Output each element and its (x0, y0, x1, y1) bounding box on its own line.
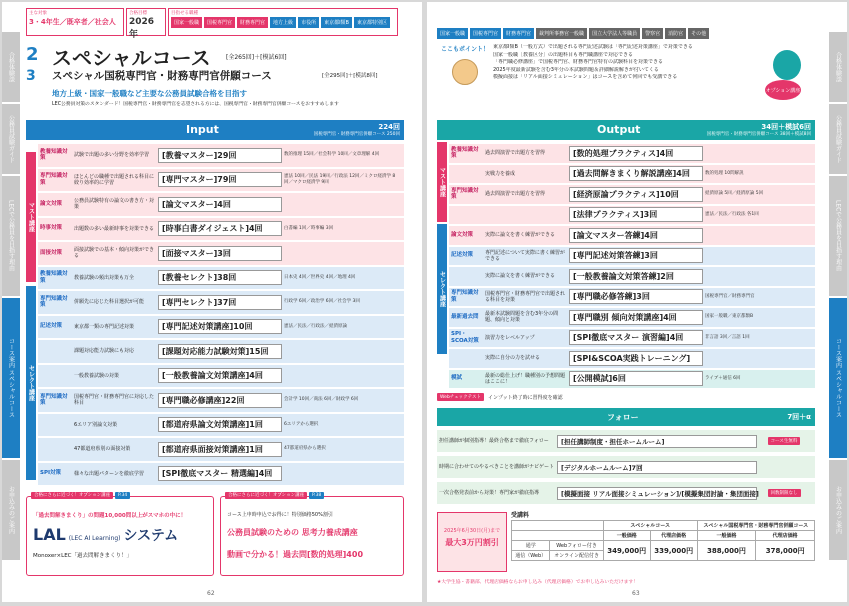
price-row-type-1: 通学 (512, 541, 550, 551)
point-item: 2025年度最新試験を含む3年分の本試験問題＆詳細解説解きが付いてくる (493, 66, 659, 73)
input-row (38, 193, 404, 216)
input-sub: 国税専門官・財務専門官併願コース 250回 (313, 132, 400, 137)
price-label-general-1: 一般価格 (603, 531, 650, 541)
output-row-category (449, 173, 483, 175)
point-item: 模擬面接は「リアル面接シミュレーション」はコースを含めて何回でも受講できる (493, 74, 678, 80)
input-row-category: 論文対策 (40, 200, 63, 207)
promo-badge-1-text: 合格にさらに近づく！オプション講座 (31, 492, 113, 499)
price-row-media-1: Webフォロー付き (550, 541, 603, 551)
input-row (38, 438, 404, 461)
year-value: 2026年 (129, 17, 155, 40)
promo-badge-1 (31, 491, 130, 498)
output-row-category: 専門知識対策 (451, 187, 479, 201)
promo-lal-foot: Monoxer×LEC「過去問解きまくり！」 (33, 553, 133, 559)
input-header-bar (26, 120, 404, 140)
side-tab-r5[interactable]: お申込みのご案内 (829, 460, 847, 560)
input-header-title: Input (186, 123, 219, 136)
side-tab-r4[interactable]: コース案内 スペシャルコース (829, 298, 847, 458)
input-row-course[interactable]: [専門セレクト]37回 (158, 295, 282, 310)
target-box (26, 8, 124, 36)
output-row-desc (483, 214, 569, 216)
promo-lal[interactable] (26, 493, 214, 576)
target-text: 3・4年生／既卒者／社会人 (29, 18, 116, 26)
output-row-desc: 過去問演習で出題方を習得 (485, 191, 546, 198)
output-row-course[interactable]: [専門職必修答練]3回 (569, 289, 703, 304)
output-row (449, 370, 815, 389)
input-row-desc: ほとんどの職種で出題される科目に絞り効率的に学習 (74, 173, 155, 186)
input-count: 224回 (378, 123, 400, 131)
price-promo-date: 2025年6月30日(月)まで (443, 528, 501, 534)
input-row-category: 専門知識対策 (40, 295, 68, 309)
follow-title: フォロー (607, 413, 639, 422)
exam-tag: 財務専門官 (237, 17, 268, 28)
input-row-desc: 一般教養試験の対策 (74, 372, 120, 379)
output-row-course[interactable]: [SPI徹底マスター 演習編]4回 (569, 330, 703, 345)
input-row (38, 389, 404, 412)
input-row-category: 専門知識対策 (40, 393, 68, 407)
output-row-note (703, 275, 811, 277)
output-sub: 国税専門官・財務専門官併願コース 38回＋模試8回 (706, 132, 811, 137)
input-row-course[interactable]: [都道府県面接対策講座]1回 (158, 442, 282, 457)
title-2-count: [全295回]＋[模試8回] (322, 73, 378, 79)
input-row-note: 会計学 10回／商法 6回／財政学 6回 (284, 397, 359, 403)
input-row-note: 6エリアから選択 (284, 421, 319, 427)
right-tag: 裁判所事務官一般職 (536, 28, 587, 39)
right-top-tags (437, 28, 709, 39)
input-row-category: 時事対策 (40, 225, 63, 232)
input-row-note: 行政学 6回／政治学 6回／社会学 3回 (284, 299, 360, 305)
output-row-note: 国家一般職／東京都類B (705, 314, 754, 320)
input-row-course[interactable]: [専門職必修講座]22回 (158, 393, 282, 408)
output-row (449, 206, 815, 225)
input-row-course[interactable]: [SPI徹底マスター 精選編]4回 (158, 466, 282, 481)
output-header-title: Output (597, 123, 641, 136)
output-row-note: 憲法／民法／行政法 各1回 (705, 211, 759, 217)
output-row-desc: 国税専門官・財務専門官で出題される科目を対策 (485, 290, 566, 303)
footer-note: ★大学生協・書籍部、代理店価格ならお申し込み（代理店価格）でお申し込みいただけます！ (437, 580, 638, 585)
exam-box (168, 8, 398, 36)
promo-lal-sub: (LEC AI Learning) (68, 535, 121, 542)
right-page (427, 2, 847, 602)
output-row-desc: 実戦力を養成 (485, 170, 516, 177)
input-row-course[interactable]: [専門マスター]79回 (158, 172, 282, 187)
right-tag: 国家一般職 (437, 28, 468, 39)
input-row-category: SPI対策 (40, 470, 62, 477)
input-row (38, 267, 404, 290)
web-check-row (437, 392, 815, 402)
right-tag: 消防官 (665, 28, 686, 39)
input-row-category: 専門知識対策 (40, 173, 68, 186)
input-row-category (38, 375, 72, 377)
output-row (449, 226, 815, 245)
output-row-course[interactable]: [経済原論プラクティス]10回 (569, 187, 703, 202)
output-row-category (449, 357, 483, 359)
output-header-bar (437, 120, 815, 140)
output-row-note: 数的処理 10問解説 (705, 170, 744, 176)
output-row-course[interactable]: [SPI&SCOA実践トレーニング] (569, 351, 703, 366)
input-row (38, 144, 404, 167)
output-row-note: 非言語 3回／言語 1回 (705, 334, 750, 340)
input-row-course[interactable]: [教養マスター]29回 (158, 148, 282, 163)
out-category-select: セレクト講座 (437, 224, 447, 354)
input-row-note (282, 473, 400, 475)
title-2: スペシャル国税専門官・財務専門官併願コース (52, 70, 272, 82)
input-row (38, 316, 404, 339)
output-row-category: 最新過去問 (451, 313, 479, 320)
input-row (38, 414, 404, 437)
promo-lal-big: LAL (33, 525, 66, 544)
output-row (449, 267, 815, 286)
output-row-note (703, 357, 811, 359)
input-row-category: 面接対策 (40, 249, 63, 256)
web-check-badge: Webチェックテスト (437, 393, 484, 401)
output-row (449, 247, 815, 266)
category-master: マスト講座 (26, 152, 36, 282)
output-row-course[interactable]: [法律プラクティス]3回 (569, 207, 703, 222)
exam-tag: 東京都Ⅰ類B (321, 17, 352, 28)
output-row-category: 模試 (451, 375, 463, 382)
output-row-category (449, 275, 483, 277)
promo-shikou-mid: 公務員試験のための 思考力養成講座 (227, 528, 358, 537)
price-table (511, 520, 815, 561)
price-label-agent-2: 代理店価格 (756, 531, 815, 541)
self-study-icon (773, 50, 801, 80)
side-tab-4[interactable]: コース案内 スペシャルコース (2, 298, 20, 458)
output-row (449, 308, 815, 327)
input-row (38, 218, 404, 241)
follow-row-course[interactable]: [デジタルホームルーム]7回 (557, 461, 757, 474)
promo-badge-2-text: 合格にさらに近づく！オプション講座 (225, 492, 307, 499)
page-number-right: 63 (632, 590, 640, 597)
output-row-category: 記述対策 (451, 252, 474, 259)
input-row-course[interactable]: [教養セレクト]38回 (158, 270, 282, 285)
promo-ref-1: P.34 (115, 492, 130, 499)
input-row (38, 242, 404, 265)
input-row-category (38, 424, 72, 426)
category-select: セレクト講座 (26, 286, 36, 480)
input-row-category: 教養知識対策 (40, 271, 68, 284)
point-item: 東京都Ⅰ類B（一般方式）で出題される専門記述試験は「専門記述対策講座」で対策できる (493, 44, 693, 50)
output-row-note: ライブ＋通信 6回 (705, 375, 741, 381)
output-row-course[interactable]: [専門職別 傾向対策講座]4回 (569, 310, 703, 325)
page-number-left: 62 (207, 590, 215, 597)
promo-lal-head: 「過去問解きまくり」の問題10,000問以上がスマホの中に！ (33, 513, 187, 519)
price-value-4: 378,000円 (756, 541, 815, 561)
output-row-category: 教養知識対策 (451, 146, 479, 160)
title-1: スペシャルコース (52, 46, 211, 70)
output-row-desc: 実際に論文を書く練習ができる (485, 232, 556, 239)
promo-lal-system: システム (123, 528, 179, 544)
input-row-note: 白書編 1回／時事編 3回 (284, 225, 334, 231)
exam-tag: 地方上級 (270, 17, 296, 28)
promo-lal-title (33, 525, 178, 545)
exam-label: 目指せる職種 (171, 11, 198, 16)
input-row-category (38, 350, 72, 352)
price-promo (437, 512, 507, 572)
input-row-desc: 公務員試験特有の論文の書き方・対策 (74, 198, 155, 211)
price-col-2: スペシャル国税専門官・財務専門官併願コース (697, 521, 814, 531)
side-tab-5[interactable]: お申込みのご案内 (2, 460, 20, 560)
input-row-category (38, 448, 72, 450)
output-row (449, 288, 815, 307)
output-row-desc: 実際に論文を書く練習ができる (485, 273, 556, 280)
input-row-desc: 47都道府県別の面接対策 (74, 446, 131, 453)
output-row-course[interactable]: [公開模試]6回 (569, 371, 703, 386)
input-row-note: 47都道府県から選択 (284, 446, 326, 452)
side-tab-r1[interactable]: 合格体験談 (829, 32, 847, 102)
input-row-desc: 東京都一類の専門記述対策 (74, 323, 135, 330)
promo-ref-2: P.38 (309, 492, 324, 499)
input-row-note: 憲法／民法／行政法／経済原論 (284, 323, 347, 329)
price-label-agent-1: 代理店価格 (650, 531, 697, 541)
price-label-general-2: 一般価格 (697, 531, 756, 541)
input-row-note: 日本史 4回／世界史 4回／地理 4回 (284, 274, 356, 280)
input-row-desc: 課題対応能力試験にも対応 (74, 348, 135, 355)
follow-row (437, 482, 815, 504)
output-count: 34回＋模試6回 (761, 123, 811, 131)
input-row-course[interactable]: [一般教養論文対策講座]4回 (158, 368, 282, 383)
promo-shikou-head: コース上申時申込でお得に！特別価格50%割引 (227, 512, 333, 518)
follow-row-desc: 担任講師が個別指導！最終合格まで徹底フォロー (439, 438, 549, 444)
year-label: 合格目標 (129, 11, 147, 16)
input-row-note: 数的推理 15回／社会科学 10回／文章理解 4回 (284, 152, 380, 158)
output-row-note (703, 255, 811, 257)
input-row (38, 365, 404, 388)
exam-tags (169, 17, 397, 28)
output-row-note: 経済原論 5回／経済原論 5回 (705, 191, 764, 197)
right-tag: その他 (688, 28, 709, 39)
side-tab-r2[interactable]: 公務員試験ガイド (829, 104, 847, 174)
side-tab-3[interactable]: LECで公務員を目指す理由 (2, 176, 20, 296)
follow-row (437, 430, 815, 452)
course-number-2: 3 (26, 68, 36, 84)
output-row-note (703, 152, 811, 154)
follow-count: 7回＋α (787, 413, 811, 421)
target-label: 主な対象 (29, 11, 47, 16)
output-row-desc: 最新の総仕上げ！職種別の予想問題はここに！ (485, 372, 566, 385)
follow-badge-wrap (757, 489, 811, 497)
price-value-1: 349,000円 (603, 541, 650, 561)
exam-tag: 国家一般職 (171, 17, 202, 28)
input-row (38, 291, 404, 314)
output-row-category: 専門知識対策 (451, 290, 479, 303)
right-tag: 財務専門官 (503, 28, 534, 39)
point-item: 「専門職必修講座」で国税専門官、財務専門官特有の試験科目を対策できる (493, 59, 664, 65)
input-row-note: 憲法 10回／民法 19回／行政法 12回／ミクロ経済学 8回／マクロ経済学 9回 (284, 174, 396, 185)
follow-row-desc: 一次合格発表前から対策！専門家が徹底指導 (439, 490, 540, 496)
price-row-media-2: オンライン配信付き (550, 551, 603, 561)
exam-tag: 国税専門官 (204, 17, 235, 28)
output-row-desc: 実際に自分の力を試せる (485, 355, 541, 362)
left-page (2, 2, 422, 602)
output-row-desc: 過去問演習で出題方を習得 (485, 150, 546, 157)
output-row-category: SPI・SCOA対策 (451, 331, 479, 344)
output-row-category: 論文対策 (451, 231, 474, 238)
right-tag: 警察官 (642, 28, 663, 39)
input-row-note (282, 350, 400, 352)
input-row-course[interactable]: [面接マスター]3回 (158, 246, 282, 261)
output-row-desc: 専門記述について実際に書く練習ができる (485, 249, 565, 262)
input-row-note (282, 375, 400, 377)
input-row-desc: 6エリア別論文対策 (74, 421, 118, 428)
out-category-master: マスト講座 (437, 142, 447, 222)
price-value-2: 339,000円 (650, 541, 697, 561)
input-row-desc: 様々な出題パターンを徹底学習 (74, 470, 144, 477)
follow-row (437, 456, 815, 478)
output-row-note (703, 234, 811, 236)
follow-row-desc: 時期に合わせてのやるべきことを講師がナビゲート (439, 464, 555, 470)
input-row-desc: 併願先に応じた科目選択が可能 (74, 299, 145, 306)
right-tag: 国税専門官 (470, 28, 501, 39)
side-tab-r3[interactable]: LECで公務員を目指す理由 (829, 176, 847, 296)
price-corner (512, 521, 604, 531)
output-row-course[interactable]: [専門記述対策答練]3回 (569, 248, 703, 263)
input-row-desc: 面接試験での基本・傾向対策ができる (74, 247, 155, 260)
input-row (38, 463, 404, 486)
follow-header-bar (437, 408, 815, 426)
exam-tag: 市役所 (298, 17, 319, 28)
promo-shikou-foot: 動画で分かる！過去問[数的処理]400 (227, 550, 364, 559)
follow-badge: 回数制限なし (768, 489, 801, 497)
output-row (449, 329, 815, 348)
input-row-note (282, 252, 400, 254)
right-tag: 国立大学法人等職員 (589, 28, 640, 39)
points-list (493, 44, 773, 82)
course-number-1: 2 (26, 44, 39, 65)
input-row-course[interactable]: [時事白書ダイジェスト]4回 (158, 221, 282, 236)
input-row-course[interactable]: [都道府県論文対策講座]1回 (158, 417, 282, 432)
output-row-course[interactable]: [数的処理ブラクティス]4回 (569, 146, 703, 161)
tagline: 地方上級・国家一般職など主要な公務員試験合格を目指す (52, 89, 247, 98)
output-row (449, 349, 815, 368)
web-check-text: インプット終了時に習得度を確認 (488, 394, 563, 401)
input-row-note (282, 203, 400, 205)
price-promo-big: 最大3万円割引 (445, 538, 499, 547)
title-1-count: [全265回]＋[模試6回] (226, 54, 287, 61)
input-row (38, 169, 404, 192)
follow-badge: コース生無料 (768, 437, 801, 445)
input-row-category: 記述対策 (40, 323, 63, 330)
input-row (38, 340, 404, 363)
price-row-type-2: 通信（Web） (512, 551, 550, 561)
side-tab-1[interactable]: 合格体験談 (2, 32, 20, 102)
input-row-desc: 出題数の多い最新時事を対策できる (74, 225, 155, 232)
output-row (449, 144, 815, 163)
output-row-category (449, 214, 483, 216)
output-row-desc: 演習力をレベルアップ (485, 334, 535, 341)
input-row-course[interactable]: [課題対応能力試験対策]15回 (158, 344, 282, 359)
exam-tag: 東京都特別区 (354, 17, 390, 28)
side-tab-2[interactable]: 公務員試験ガイド (2, 104, 20, 174)
output-row-desc: 最新本試験問題を含む3年分の問題、傾向と対策 (485, 311, 559, 324)
output-row (449, 185, 815, 204)
option-badge[interactable]: オプション講座 (765, 80, 801, 100)
input-row-desc: 試験で出題の多い分野を効率学習 (74, 152, 150, 159)
promo-badge-2 (225, 491, 324, 498)
price-value-3: 388,000円 (697, 541, 756, 561)
price-col-1: スペシャルコース (603, 521, 697, 531)
price-title: 受講料 (511, 512, 530, 519)
year-box (126, 8, 166, 40)
subtagline: LEC公務員対策のスタンダード！国税専門官・財務専門官を志望される方には、国税専門官・財務専門官併願コースをおすすめします (52, 102, 339, 107)
input-row-course[interactable]: [専門記述対策講座]10回 (158, 319, 282, 334)
input-row-course[interactable]: [論文マスター]4回 (158, 197, 282, 212)
point-bubble: ここもポイント！ (440, 46, 489, 53)
output-row-course[interactable]: [過去問解きまくり解説講座]4回 (569, 166, 703, 181)
output-row (449, 165, 815, 184)
point-item: 国家一般職［教養区分］の出題科目も専門職講座で対応できる (493, 51, 634, 58)
output-row-course[interactable]: [一般教養論文対策答練]2回 (569, 269, 703, 284)
output-row-note: 国税専門官／財務専門官 (705, 293, 755, 299)
input-row-desc: 国税専門官・財務専門官に対応した科目 (74, 394, 155, 407)
mascot-icon (452, 59, 478, 85)
input-row-desc: 教養試験の頻出対策も万全 (74, 274, 135, 281)
follow-row-course[interactable]: [模擬面接 リアル面接シミュレーション]/[模擬集団討論・集団面接] (557, 487, 757, 500)
follow-row-course[interactable]: [担任講師制度・担任ホームルーム] (557, 435, 757, 448)
promo-shikou[interactable] (220, 493, 404, 576)
input-row-category: 教養知識対策 (40, 148, 68, 162)
price-corner-2 (512, 531, 604, 541)
point-mascot (437, 44, 493, 104)
follow-badge-wrap (757, 437, 811, 445)
output-row-course[interactable]: [論文マスター答練]4回 (569, 228, 703, 243)
